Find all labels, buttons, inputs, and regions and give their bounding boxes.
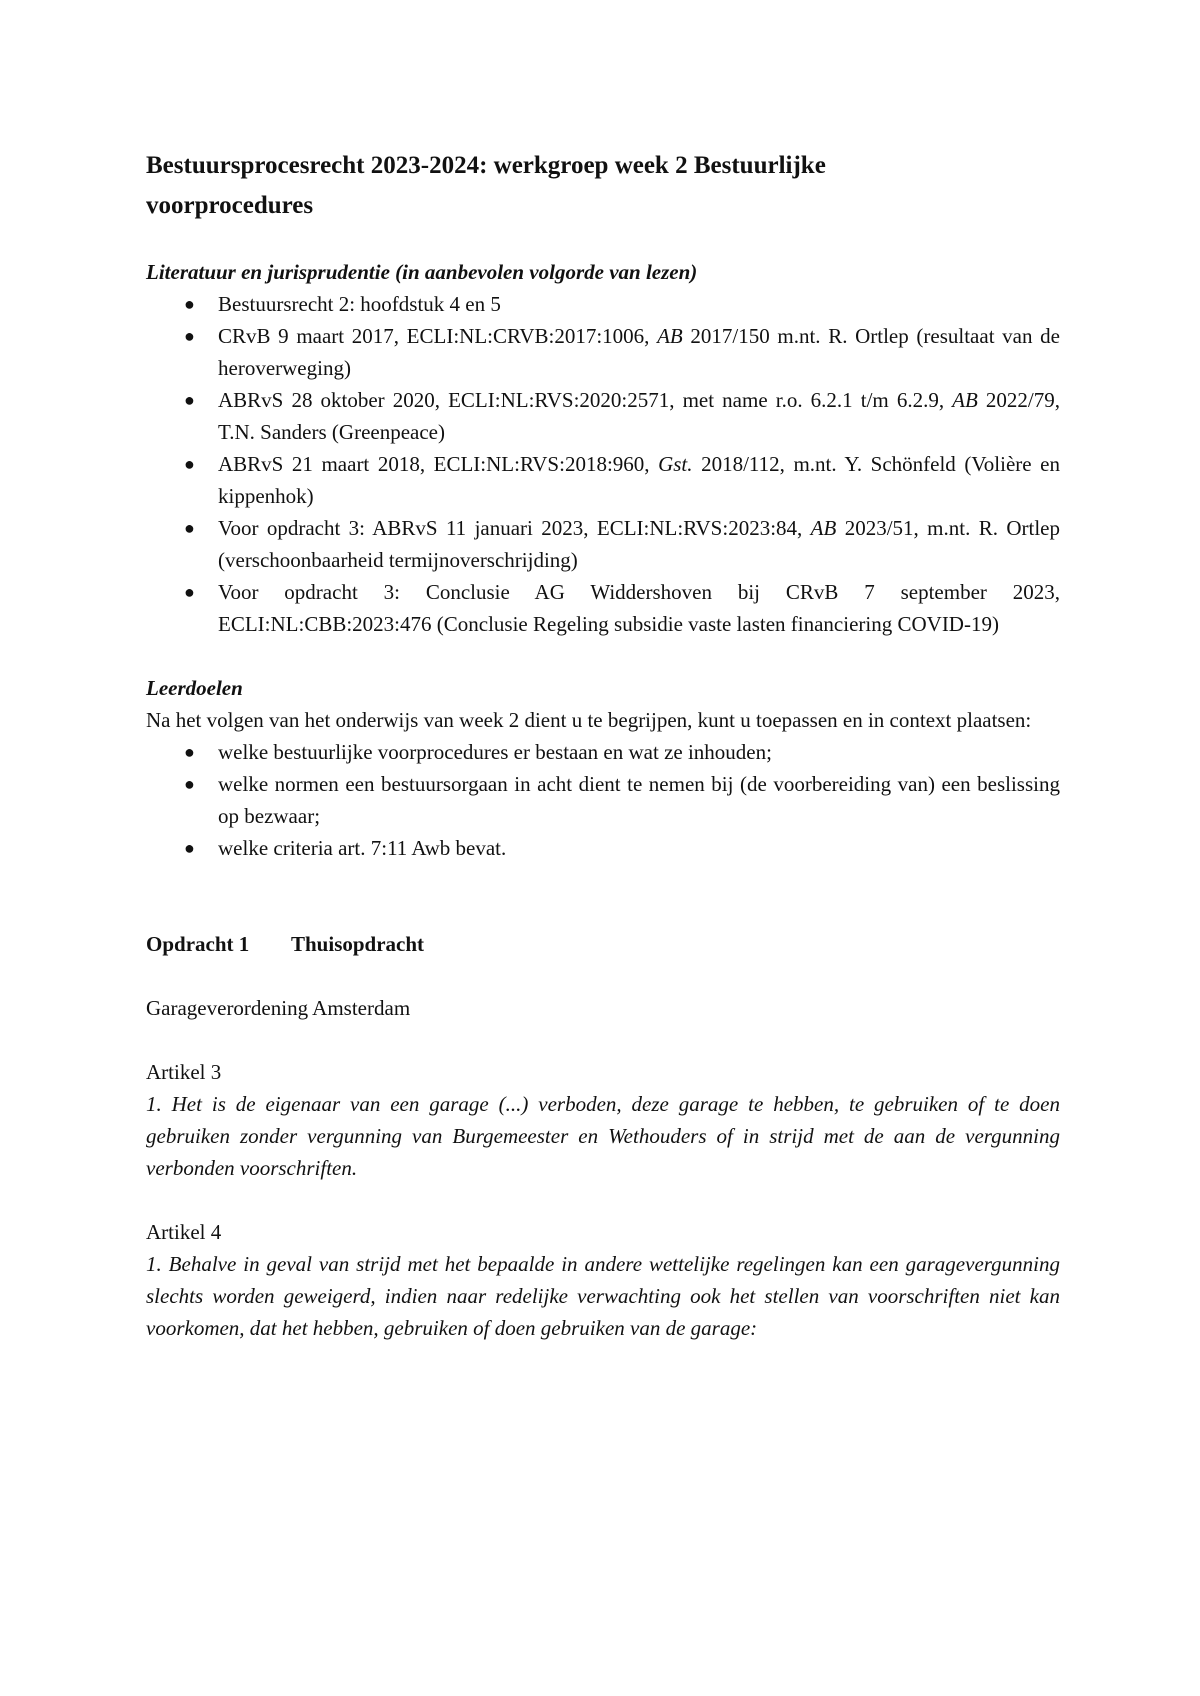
opdracht-number: Opdracht 1 [146,932,250,956]
bullet-icon: ● [184,326,195,346]
literature-heading: Literatuur en jurisprudentie (in aanbevolen volgorde van lezen) [146,260,698,284]
article-text: 1. Het is de eigenaar van een garage (...) verboden, deze garage te hebben, te gebruiken of te doen gebruiken zonder vergunning van Burgemeester en Wethouders of in strijd met de aan de vergunning verbonden voorschriften. [146,1092,1060,1180]
article-label: Artikel 3 [146,1060,222,1084]
leerdoelen-heading: Leerdoelen [146,676,243,700]
bullet-icon: ● [184,582,195,602]
document-title [146,146,1060,226]
article-text: 1. Behalve in geval van strijd met het bepaalde in andere wettelijke regelingen kan een garagevergunning slechts worden geweigerd, indien naar redelijke verwachting ook het stellen van voorschriften niet kan voorkomen, dat het hebben, gebruiken of doen gebruiken van de garage: [146,1252,1060,1340]
literature-list [146,288,1060,640]
bullet-icon: ● [184,454,195,474]
bullet-icon: ● [184,838,195,858]
bullet-icon: ● [184,742,195,762]
leerdoelen-list [146,736,1060,864]
bullet-icon: ● [184,518,195,538]
opdracht-heading [146,928,1060,960]
list-item: ● ABRvS 21 maart 2018, ECLI:NL:RVS:2018:960, Gst. 2018/112, m.nt. Y. Schönfeld (Volière en kippenhok) [146,448,1060,512]
list-item: ● welke criteria art. 7:11 Awb bevat. [146,832,1060,864]
opdracht-title: Thuisopdracht [291,932,425,956]
leerdoelen-intro: Na het volgen van het onderwijs van week 2 dient u te begrijpen, kunt u toepassen en in context plaatsen: [146,708,1032,732]
title-line-2: voorprocedures [146,192,314,219]
bullet-icon: ● [184,390,195,410]
title-line-1: Bestuursprocesrecht 2023-2024: werkgroep week 2 Bestuurlijke [146,152,826,179]
list-item: ● ABRvS 28 oktober 2020, ECLI:NL:RVS:2020:2571, met name r.o. 6.2.1 t/m 6.2.9, AB 2022/79, T.N. Sanders (Greenpeace) [146,384,1060,448]
list-item: ● CRvB 9 maart 2017, ECLI:NL:CRVB:2017:1006, AB 2017/150 m.nt. R. Ortlep (resultaat van de heroverweging) [146,320,1060,384]
list-item: ● welke normen een bestuursorgaan in acht dient te nemen bij (de voorbereiding van) een beslissing op bezwaar; [146,768,1060,832]
document-page [146,146,1060,1344]
list-item: ● Bestuursrecht 2: hoofdstuk 4 en 5 [146,288,1060,320]
article-label: Artikel 4 [146,1220,222,1244]
regulation-name: Garageverordening Amsterdam [146,996,411,1020]
bullet-icon: ● [184,294,195,314]
bullet-icon: ● [184,774,195,794]
list-item: ● welke bestuurlijke voorprocedures er bestaan en wat ze inhouden; [146,736,1060,768]
list-item: ● Voor opdracht 3: Conclusie AG Widdershoven bij CRvB 7 september 2023, ECLI:NL:CBB:2023:476 (Conclusie Regeling subsidie vaste lasten financiering COVID-19) [146,576,1060,640]
list-item: ● Voor opdracht 3: ABRvS 11 januari 2023, ECLI:NL:RVS:2023:84, AB 2023/51, m.nt. R. Ortlep (verschoonbaarheid termijnoverschrijding) [146,512,1060,576]
